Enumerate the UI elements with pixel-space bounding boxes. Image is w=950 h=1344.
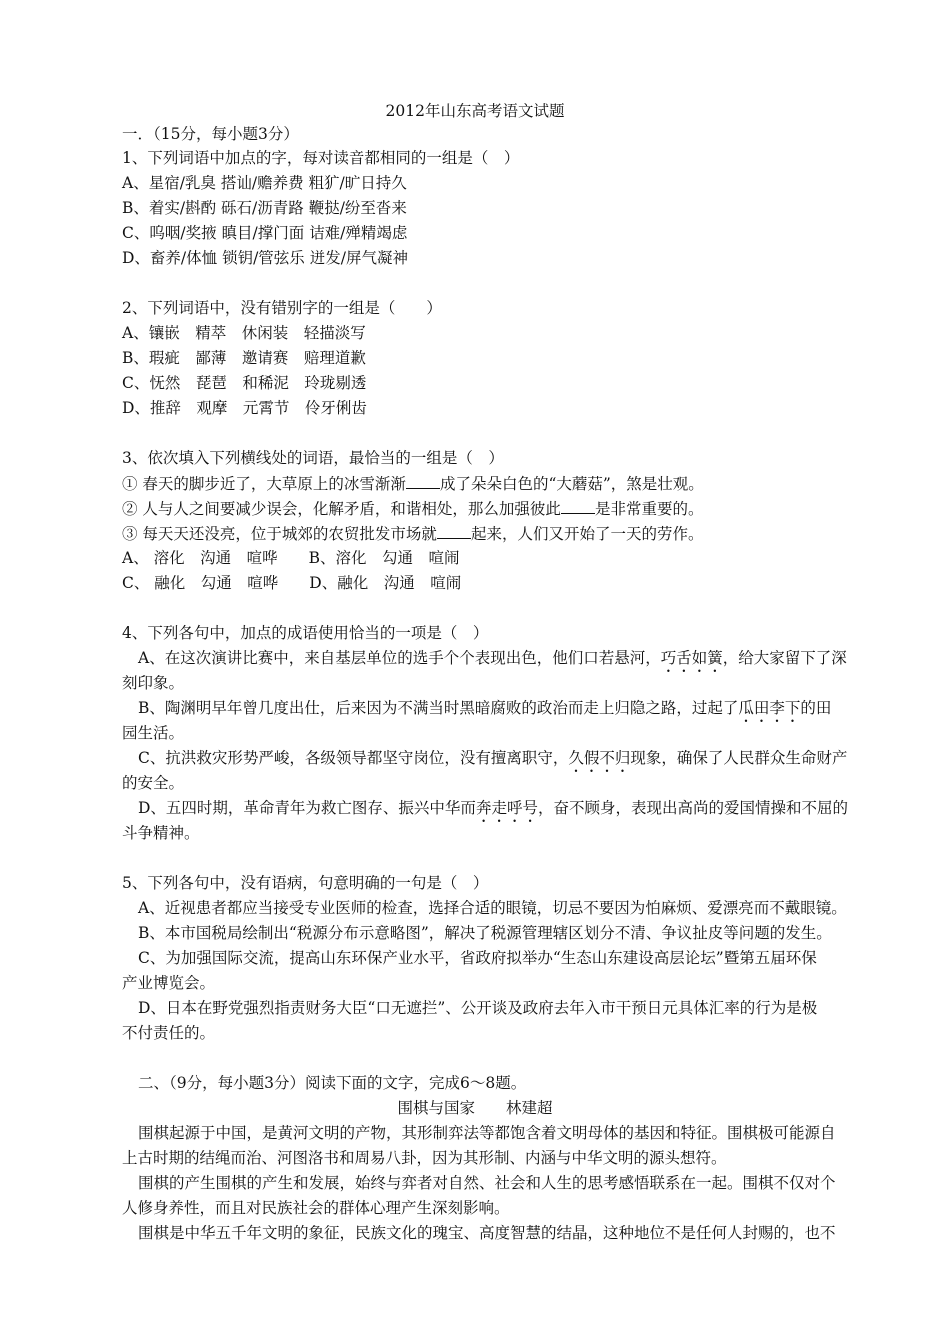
- q4-b-text: B、陶渊明早年曾几度出仕，后来因为不满当时黑暗腐败的政治而走上归隐之路，过起了: [138, 699, 739, 717]
- fill-blank: [406, 472, 440, 489]
- q1-stem: 1、下列词语中加点的字，每对读音都相同的一组是（ ）: [122, 149, 520, 167]
- q4-c-text-end: 现象，确保了人民群众生命财产: [630, 749, 848, 767]
- q4-option-b-line2: 园生活。: [122, 724, 185, 742]
- q5-stem: 5、下列各句中，没有语病，句意明确的一句是（ ）: [122, 874, 489, 892]
- q3-options-cd: C、 融化 勾通 喧哗 D、融化 沟通 喧闹: [122, 574, 462, 592]
- q4-option-d-line2: 斗争精神。: [122, 824, 200, 842]
- q4-option-a-line2: 刻印象。: [122, 674, 185, 692]
- q4-stem: 4、下列各句中，加点的成语使用恰当的一项是（ ）: [122, 624, 489, 642]
- q4-c-idiom: 久假不归: [568, 749, 631, 767]
- q1-option-a: A、星宿/乳臭 搭讪/赡养费 粗犷/旷日持久: [122, 174, 407, 192]
- q2-option-b: B、瑕疵 鄙薄 邀请赛 赔理道歉: [122, 349, 366, 367]
- q5-option-c-line1: C、为加强国际交流，提高山东环保产业水平，省政府拟举办“生态山东建设高层论坛”暨第五届环保: [138, 949, 817, 967]
- q4-option-c-line2: 的安全。: [122, 774, 185, 792]
- q3-sentence-1: [122, 472, 704, 495]
- q4-option-d-line1: [138, 797, 848, 826]
- q4-a-text: A、在这次演讲比赛中，来自基层单位的选手个个表现出色，他们口若悬河，: [138, 649, 661, 667]
- q4-option-a-line1: [138, 647, 847, 676]
- q2-stem: 2、下列词语中，没有错别字的一组是（ ）: [122, 299, 442, 317]
- q3-sentence-2: [122, 497, 703, 520]
- q5-option-a: A、近视患者都应当接受专业医师的检查，选择合适的眼镜，切忌不要因为怕麻烦、爱漂亮而不戴眼镜。: [138, 899, 847, 917]
- q4-b-idiom: 瓜田李下: [738, 699, 801, 717]
- q5-option-d-line1: D、日本在野党强烈指责财务大臣“口无遮拦”、公开谈及政府去年入市干预日元具体汇率的行为是极: [138, 999, 818, 1017]
- q4-b-text-end: 的田: [800, 699, 832, 717]
- q4-d-text: D、五四时期，革命青年为救亡图存、振兴中华而: [138, 799, 476, 817]
- q2-option-a: A、镶嵌 精萃 休闲装 轻描淡写: [122, 324, 366, 342]
- article-p1-line2: 上古时期的结绳而治、河图洛书和周易八卦，因为其形制、内涵与中华文明的源头想符。: [122, 1149, 727, 1167]
- article-heading: 围棋与国家 林建超: [397, 1099, 553, 1117]
- fill-blank: [561, 497, 595, 514]
- article-p2-line1: 围棋的产生围棋的产生和发展，始终与弈者对自然、社会和人生的思考感悟联系在一起。围棋不仅对个: [138, 1174, 836, 1192]
- q5-option-b: B、本市国税局绘制出“税源分布示意略图”，解决了税源管理辖区划分不清、争议扯皮等问题的发生。: [138, 924, 832, 942]
- q3-s2-before: ② 人与人之间要减少误会，化解矛盾，和谐相处，那么加强彼此: [122, 500, 561, 518]
- q2-option-c: C、怃然 琵琶 和稀泥 玲珑剔透: [122, 374, 367, 392]
- q1-option-b: B、着实/斟酌 砾石/沥青路 鞭挞/纷至沓来: [122, 199, 407, 217]
- q1-option-d: D、畜养/体恤 锁钥/管弦乐 迸发/屏气凝神: [122, 249, 408, 267]
- q3-s3-before: ③ 每天天还没亮，位于城郊的农贸批发市场就: [122, 525, 437, 543]
- fill-blank: [437, 522, 471, 539]
- q3-stem: 3、依次填入下列横线处的词语，最恰当的一组是（ ）: [122, 449, 504, 467]
- q4-a-text-end: ，给大家留下了深: [722, 649, 847, 667]
- q2-option-d: D、推辞 观摩 元霄节 伶牙俐齿: [122, 399, 367, 417]
- article-p3-line1: 围棋是中华五千年文明的象征，民族文化的瑰宝、高度智慧的结晶，这种地位不是任何人封赐的，也不: [138, 1224, 836, 1242]
- q3-options-ab: A、 溶化 沟通 喧哗 B、溶化 勾通 喧闹: [122, 549, 460, 567]
- q4-option-b-line1: [138, 697, 831, 726]
- q4-a-idiom: 巧舌如簧: [660, 649, 723, 667]
- q3-s2-after: 是非常重要的。: [594, 500, 704, 518]
- section-2-heading: 二、（9分，每小题3分）阅读下面的文字，完成6～8题。: [138, 1074, 527, 1092]
- q3-s1-after: 成了朵朵白色的“大蘑菇”，煞是壮观。: [439, 475, 704, 493]
- article-p2-line2: 人修身养性，而且对民族社会的群体心理产生深刻影响。: [122, 1199, 510, 1217]
- q4-d-idiom: 奔走呼号: [475, 799, 538, 817]
- q1-option-c: C、呜咽/奖掖 瞋目/撑门面 诘难/殚精竭虑: [122, 224, 408, 242]
- q5-option-c-line2: 产业博览会。: [122, 974, 216, 992]
- document-title: 2012年山东高考语文试题: [385, 102, 565, 120]
- article-p1-line1: 围棋起源于中国，是黄河文明的产物，其形制弈法等都饱含着文明母体的基因和特征。围棋极可能源自: [138, 1124, 836, 1142]
- q5-option-d-line2: 不付责任的。: [122, 1024, 216, 1042]
- section-1-heading: 一．（15分，每小题3分）: [122, 125, 299, 143]
- q3-s3-after: 起来，人们又开始了一天的劳作。: [470, 525, 704, 543]
- q4-option-c-line1: [138, 747, 847, 776]
- q4-d-text-end: ，奋不顾身，表现出高尚的爱国情操和不屈的: [537, 799, 848, 817]
- q3-s1-before: ① 春天的脚步近了，大草原上的冰雪渐渐: [122, 475, 406, 493]
- q4-c-text: C、抗洪救灾形势严峻，各级领导都坚守岗位，没有擅离职守，: [138, 749, 569, 767]
- q3-sentence-3: [122, 522, 703, 545]
